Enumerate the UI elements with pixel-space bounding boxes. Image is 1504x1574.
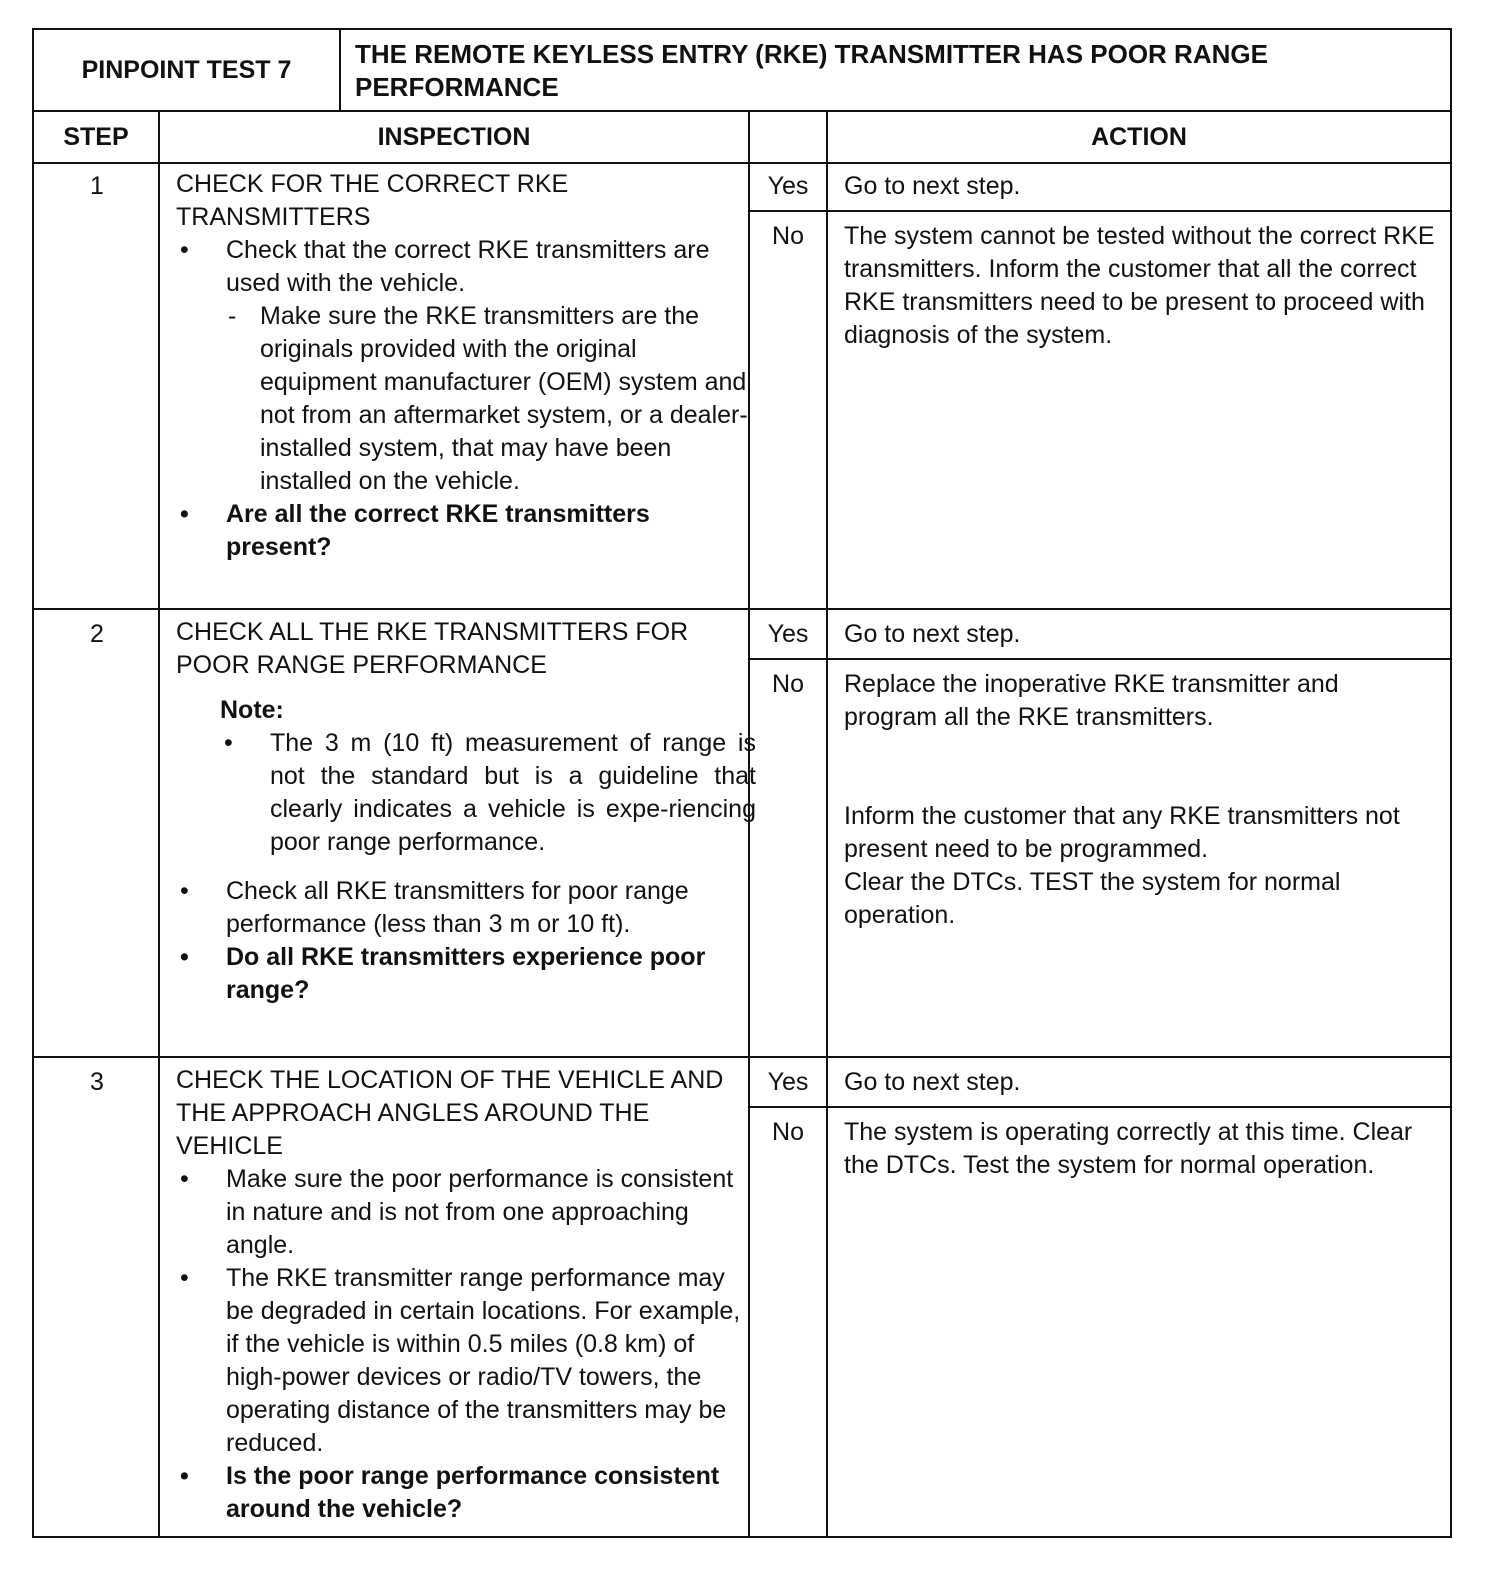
no-action-line: Inform the customer that any RKE transmitters not present need to be programmed. bbox=[844, 802, 1400, 863]
step-inspection bbox=[176, 1064, 756, 1526]
no-action: The system cannot be tested without the correct RKE transmitters. Inform the customer that all the correct RKE transmitters need to be present to proceed with diagnosis of the system. bbox=[844, 222, 1435, 349]
step-number: 3 bbox=[90, 1068, 104, 1096]
row-divider bbox=[34, 1056, 1450, 1058]
yes-no-divider bbox=[748, 210, 1450, 212]
inspection-question: • Is the poor range performance consistent around the vehicle? bbox=[176, 1460, 756, 1526]
row-divider bbox=[34, 608, 1450, 610]
test-title: THE REMOTE KEYLESS ENTRY (RKE) TRANSMITTER HAS POOR RANGE PERFORMANCE bbox=[355, 39, 1268, 102]
column-header-inspection: INSPECTION bbox=[377, 122, 531, 151]
no-label: No bbox=[772, 222, 804, 250]
column-header-action: ACTION bbox=[1091, 122, 1187, 151]
test-label: PINPOINT TEST 7 bbox=[34, 30, 341, 110]
no-action bbox=[844, 668, 1444, 932]
step-title: CHECK ALL THE RKE TRANSMITTERS FOR POOR RANGE PERFORMANCE bbox=[176, 618, 689, 679]
inspection-table bbox=[32, 110, 1452, 1538]
pinpoint-test-document bbox=[32, 28, 1452, 1538]
inspection-question: • Are all the correct RKE transmitters present? bbox=[176, 498, 756, 564]
yes-no-divider bbox=[748, 1106, 1450, 1108]
step-inspection bbox=[176, 616, 756, 1007]
column-divider bbox=[826, 112, 828, 1536]
step-number: 1 bbox=[90, 172, 104, 200]
test-header bbox=[32, 28, 1452, 112]
no-label: No bbox=[772, 1118, 804, 1146]
inspection-question: • Do all RKE transmitters experience poor range? bbox=[176, 941, 756, 1007]
inspection-sub-item: - Make sure the RKE transmitters are the originals provided with the original equipment manufacturer (OEM) system and not from an aftermarket system, or a dealer-installed system, that may have been installed on the vehicle. bbox=[176, 300, 756, 498]
inspection-bullet: • The RKE transmitter range performance may be degraded in certain locations. For example, if the vehicle is within 0.5 miles (0.8 km) of high-power devices or radio/TV towers, the operating distance of the transmitters may be reduced. bbox=[176, 1262, 756, 1460]
yes-action: Go to next step. bbox=[844, 1068, 1021, 1096]
yes-label: Yes bbox=[767, 172, 809, 200]
no-action-line: Clear the DTCs. TEST the system for normal operation. bbox=[844, 868, 1341, 929]
row-divider bbox=[34, 162, 1450, 164]
inspection-bullet: • Make sure the poor performance is consistent in nature and is not from one approaching angle. bbox=[176, 1163, 756, 1262]
no-action: The system is operating correctly at this time. Clear the DTCs. Test the system for normal operation. bbox=[844, 1118, 1413, 1179]
inspection-bullet: • Check that the correct RKE transmitters are used with the vehicle. bbox=[176, 234, 756, 300]
yes-label: Yes bbox=[767, 620, 809, 648]
note-text: • The 3 m (10 ft) measurement of range is not the standard but is a guideline that clearly indicates a vehicle is expe-riencing poor range performance. bbox=[176, 727, 756, 859]
note-label: Note: bbox=[220, 696, 284, 724]
column-divider bbox=[158, 112, 160, 1536]
step-inspection bbox=[176, 168, 756, 564]
step-title: CHECK THE LOCATION OF THE VEHICLE AND THE APPROACH ANGLES AROUND THE VEHICLE bbox=[176, 1066, 724, 1160]
yes-action: Go to next step. bbox=[844, 620, 1021, 648]
yes-label: Yes bbox=[767, 1068, 809, 1096]
no-action-line: Replace the inoperative RKE transmitter and program all the RKE transmitters. bbox=[844, 670, 1339, 731]
column-header-step: STEP bbox=[63, 122, 129, 151]
no-label: No bbox=[772, 670, 804, 698]
yes-no-divider bbox=[748, 658, 1450, 660]
step-number: 2 bbox=[90, 620, 104, 648]
step-title: CHECK FOR THE CORRECT RKE TRANSMITTERS bbox=[176, 170, 569, 231]
yes-action: Go to next step. bbox=[844, 172, 1021, 200]
inspection-bullet: • Check all RKE transmitters for poor range performance (less than 3 m or 10 ft). bbox=[176, 875, 756, 941]
